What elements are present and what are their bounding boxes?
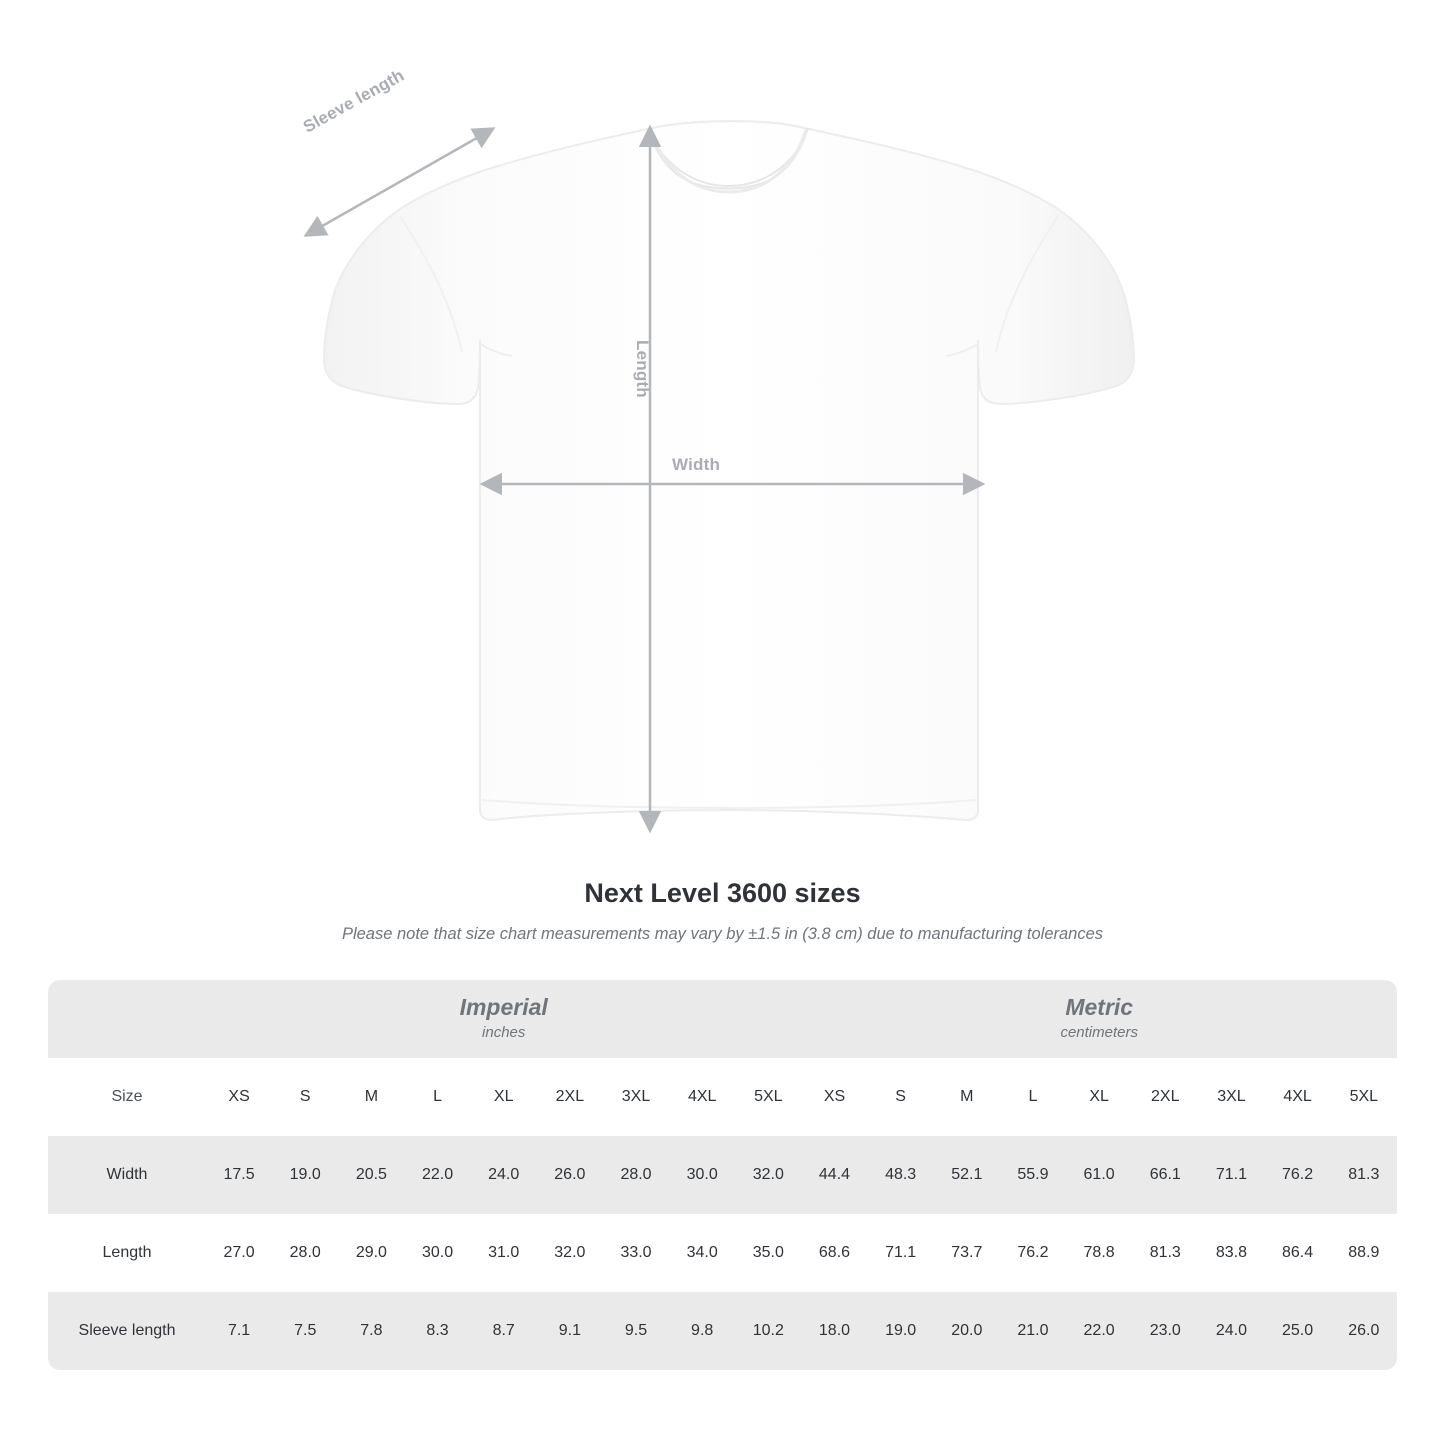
size-header-3xl-imperial: 3XL: [603, 1058, 669, 1136]
table-row: [48, 1292, 1397, 1370]
cell-sleeve-length-metric-2xl: 23.0: [1132, 1292, 1198, 1370]
cell-length-metric-2xl: 81.3: [1132, 1214, 1198, 1292]
cell-sleeve-length-imperial-3xl: 9.5: [603, 1292, 669, 1370]
size-header-xl-imperial: XL: [471, 1058, 537, 1136]
cell-width-metric-3xl: 71.1: [1198, 1136, 1264, 1214]
cell-width-imperial-s: 19.0: [272, 1136, 338, 1214]
tolerance-note: Please note that size chart measurements may vary by ±1.5 in (3.8 cm) due to manufacturing tolerances: [341, 925, 1104, 943]
cell-sleeve-length-metric-s: 19.0: [868, 1292, 934, 1370]
cell-width-imperial-l: 22.0: [404, 1136, 470, 1214]
cell-sleeve-length-imperial-xs: 7.1: [206, 1292, 272, 1370]
size-header-l-imperial: L: [404, 1058, 470, 1136]
cell-length-imperial-2xl: 32.0: [537, 1214, 603, 1292]
cell-length-metric-m: 73.7: [934, 1214, 1000, 1292]
cell-length-metric-3xl: 83.8: [1198, 1214, 1264, 1292]
cell-width-imperial-xl: 24.0: [471, 1136, 537, 1214]
cell-length-metric-s: 71.1: [868, 1214, 934, 1292]
size-chart-table-wrap: [48, 980, 1397, 1370]
size-chart-table: [48, 980, 1397, 1370]
cell-sleeve-length-imperial-s: 7.5: [272, 1292, 338, 1370]
cell-sleeve-length-imperial-l: 8.3: [404, 1292, 470, 1370]
cell-width-imperial-5xl: 32.0: [735, 1136, 801, 1214]
size-header-4xl-metric: 4XL: [1265, 1058, 1331, 1136]
length-label: Length: [633, 340, 652, 398]
cell-length-imperial-5xl: 35.0: [735, 1214, 801, 1292]
unit-row-spacer: [48, 980, 206, 1058]
cell-width-metric-xs: 44.4: [801, 1136, 867, 1214]
cell-width-imperial-2xl: 26.0: [537, 1136, 603, 1214]
sleeve-length-label: Sleeve length: [300, 65, 408, 137]
unit-subtitle: centimeters: [1060, 1024, 1138, 1042]
size-header-5xl-imperial: 5XL: [735, 1058, 801, 1136]
cell-width-imperial-xs: 17.5: [206, 1136, 272, 1214]
table-row: [48, 1214, 1397, 1292]
page-title: Next Level 3600 sizes: [584, 878, 861, 908]
cell-length-imperial-s: 28.0: [272, 1214, 338, 1292]
cell-length-imperial-xs: 27.0: [206, 1214, 272, 1292]
cell-width-metric-5xl: 81.3: [1331, 1136, 1397, 1214]
size-label-cell: Size: [48, 1058, 206, 1136]
cell-length-metric-xs: 68.6: [801, 1214, 867, 1292]
row-label-length: Length: [48, 1214, 206, 1292]
cell-sleeve-length-metric-3xl: 24.0: [1198, 1292, 1264, 1370]
row-label-width: Width: [48, 1136, 206, 1214]
cell-sleeve-length-imperial-5xl: 10.2: [735, 1292, 801, 1370]
cell-sleeve-length-metric-xl: 22.0: [1066, 1292, 1132, 1370]
cell-width-metric-l: 55.9: [1000, 1136, 1066, 1214]
size-header-l-metric: L: [1000, 1058, 1066, 1136]
size-header-xl-metric: XL: [1066, 1058, 1132, 1136]
cell-length-metric-4xl: 86.4: [1265, 1214, 1331, 1292]
cell-sleeve-length-metric-l: 21.0: [1000, 1292, 1066, 1370]
size-header-m-imperial: M: [338, 1058, 404, 1136]
cell-length-metric-5xl: 88.9: [1331, 1214, 1397, 1292]
cell-sleeve-length-metric-5xl: 26.0: [1331, 1292, 1397, 1370]
unit-header-row: [48, 980, 1397, 1058]
size-header-xs-imperial: XS: [206, 1058, 272, 1136]
size-header-s-metric: S: [868, 1058, 934, 1136]
cell-sleeve-length-imperial-xl: 8.7: [471, 1292, 537, 1370]
unit-header-metric: [801, 980, 1397, 1058]
size-header-m-metric: M: [934, 1058, 1000, 1136]
size-header-3xl-metric: 3XL: [1198, 1058, 1264, 1136]
size-header-5xl-metric: 5XL: [1331, 1058, 1397, 1136]
unit-subtitle: inches: [482, 1024, 526, 1042]
cell-sleeve-length-imperial-2xl: 9.1: [537, 1292, 603, 1370]
cell-width-imperial-4xl: 30.0: [669, 1136, 735, 1214]
cell-length-imperial-3xl: 33.0: [603, 1214, 669, 1292]
size-header-s-imperial: S: [272, 1058, 338, 1136]
unit-title: Metric: [1065, 993, 1134, 1020]
cell-sleeve-length-imperial-m: 7.8: [338, 1292, 404, 1370]
unit-header-imperial: [206, 980, 801, 1058]
size-header-4xl-imperial: 4XL: [669, 1058, 735, 1136]
cell-width-metric-s: 48.3: [868, 1136, 934, 1214]
size-header-2xl-metric: 2XL: [1132, 1058, 1198, 1136]
row-label-sleeve-length: Sleeve length: [48, 1292, 206, 1370]
size-header-xs-metric: XS: [801, 1058, 867, 1136]
unit-title: Imperial: [459, 993, 548, 1020]
cell-length-metric-xl: 78.8: [1066, 1214, 1132, 1292]
cell-sleeve-length-metric-4xl: 25.0: [1265, 1292, 1331, 1370]
size-header-row: [48, 1058, 1397, 1136]
cell-width-metric-xl: 61.0: [1066, 1136, 1132, 1214]
table-row: [48, 1136, 1397, 1214]
cell-width-metric-2xl: 66.1: [1132, 1136, 1198, 1214]
cell-length-imperial-4xl: 34.0: [669, 1214, 735, 1292]
cell-sleeve-length-metric-m: 20.0: [934, 1292, 1000, 1370]
cell-width-imperial-3xl: 28.0: [603, 1136, 669, 1214]
cell-sleeve-length-metric-xs: 18.0: [801, 1292, 867, 1370]
width-label: Width: [672, 455, 721, 474]
cell-length-imperial-m: 29.0: [338, 1214, 404, 1292]
size-header-2xl-imperial: 2XL: [537, 1058, 603, 1136]
cell-length-metric-l: 76.2: [1000, 1214, 1066, 1292]
cell-length-imperial-l: 30.0: [404, 1214, 470, 1292]
cell-width-metric-4xl: 76.2: [1265, 1136, 1331, 1214]
cell-width-metric-m: 52.1: [934, 1136, 1000, 1214]
cell-length-imperial-xl: 31.0: [471, 1214, 537, 1292]
cell-sleeve-length-imperial-4xl: 9.8: [669, 1292, 735, 1370]
cell-width-imperial-m: 20.5: [338, 1136, 404, 1214]
